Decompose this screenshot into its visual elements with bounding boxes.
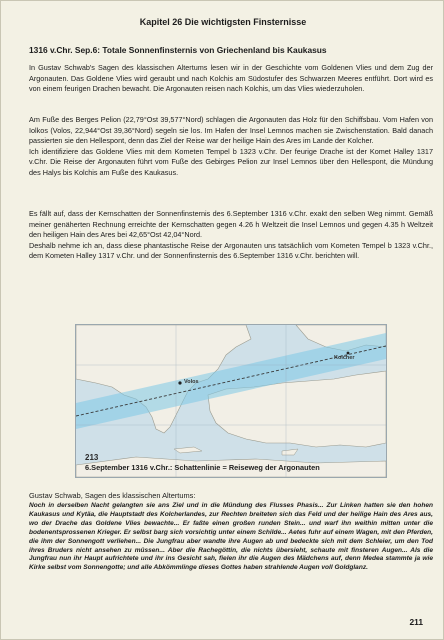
paragraph-journey bbox=[29, 115, 433, 178]
figure-number: 213 bbox=[85, 453, 99, 462]
paragraph-text: In Gustav Schwab's Sagen des klassischen Altertums lesen wir in der Geschichte vom Goldenen Vlies und dem Zug der Argonauten. Das Goldene Vlies wird geraubt und nach Kolchis am Südostufer des Schwarzen Meeres entführt. Dort wird es von einem feurigen Drachen bewacht. Die Argonauten reisen nach Kolchis, um das Vlies wiederzuholen. bbox=[29, 63, 433, 93]
quote-text: Noch in derselben Nacht gelangten sie ans Ziel und in die Mündung des Flusses Phasis... Zur Linken hatten sie den hohen Kaukasus und Kytäa, die Hauptstadt des Kolcherlandes, zur Rechten breiteten sich das Feld und der heilige Hain des Ares aus, wo der Drache das Goldene Vlies bewachte... Er faßte einen großen runden Stein... und warf ihn weithin mitten unter die bodenentsprossenen Krieger. Er selbst barg sich vorsichtig unter einem Schilde... Aetes fuhr auf einem Wagen, mit den Pferden, die ihm der Sonnengott verliehen... Die Jungfrau aber wandte ihre Augen ab und bedeckte sich mit dem Schleier, um den Tod ihres Bruders nicht ansehen zu müssen... Aber die Rachegöttin, die nichts übersieht, schaute mit finsteren Augen... Als die Jungfrau nun ihr Haupt aufrichtete und ihr ins Gesicht sah, fielen ihr die Augen des Mädchens auf, denn Medea stammte ja wie Kirke selbst vom Sonnengotte; und alle Abkömmlinge dieses Gottes haben strahlende Augen voll Goldglanz. bbox=[29, 502, 433, 572]
kolcher-marker bbox=[347, 352, 350, 355]
section-title: 1316 v.Chr. Sep.6: Totale Sonnenfinsternis von Griechenland bis Kaukasus bbox=[29, 45, 327, 55]
paragraph-text: Ich identifiziere das Goldene Vlies mit dem Kometen Tempel b 1323 v.Chr. Der feurige Drache ist der Komet Halley 1317 v.Chr. Die Reise der Argonauten führt vom Fuße des Gebirges Pelion zur Insel Lemnos über den Hellespont, die Mündung des Halys bis Kolchis am Fuße des Kaukasus. bbox=[29, 146, 433, 177]
paragraph-text: Deshalb nehme ich an, dass diese phantastische Reise der Argonauten uns tatsächlich vom Kometen Tempel b 1323 v.Chr., dem Kometen Halley 1317 v.Chr. und der Sonnenfinsternis des 6.September 1316 v.Chr. berichten will. bbox=[29, 240, 433, 260]
quote-source: Gustav Schwab, Sagen des klassischen Altertums: bbox=[29, 491, 196, 500]
paragraph-text: Am Fuße des Berges Pelion (22,79°Ost 39,577°Nord) schlagen die Argonauten das Holz für den Schiffsbau. Vom Hafen von Iolkos (Volos, 22,944°Ost 39,36°Nord) segeln sie los. Im Hafen der Insel Lemnos machen sie Zwischenstation. Bald danach passierten sie den Hellespont, denn das Ziel der Reise war der heilige Hain des Ares im Lande der Kolcher. bbox=[29, 115, 433, 145]
page-number: 211 bbox=[409, 617, 423, 627]
eclipse-map bbox=[75, 324, 387, 478]
volos-label: Volos bbox=[184, 379, 199, 385]
volos-marker bbox=[178, 381, 181, 384]
kolcher-label: Kolcher bbox=[334, 355, 355, 361]
paragraph-text: Es fällt auf, dass der Kernschatten der Sonnenfinsternis des 6.September 1316 v.Chr. exakt den selben Weg nimmt. Gemäß meiner genäherten Rechnung erreichte der Kernschatten gegen 4.26 h Weltzeit die Insel Lemnos und gegen 4.35 h Weltzeit den heiligen Hain des Ares bei 42,65°Ost 42,04°Nord. bbox=[29, 209, 433, 239]
paragraph-eclipse bbox=[29, 209, 433, 262]
map-graphic bbox=[76, 325, 386, 477]
chapter-title: Kapitel 26 Die wichtigsten Finsternisse bbox=[139, 17, 307, 27]
paragraph-intro bbox=[29, 63, 433, 95]
figure-caption: 6.September 1316 v.Chr.: Schattenlinie = Reiseweg der Argonauten bbox=[85, 463, 320, 472]
